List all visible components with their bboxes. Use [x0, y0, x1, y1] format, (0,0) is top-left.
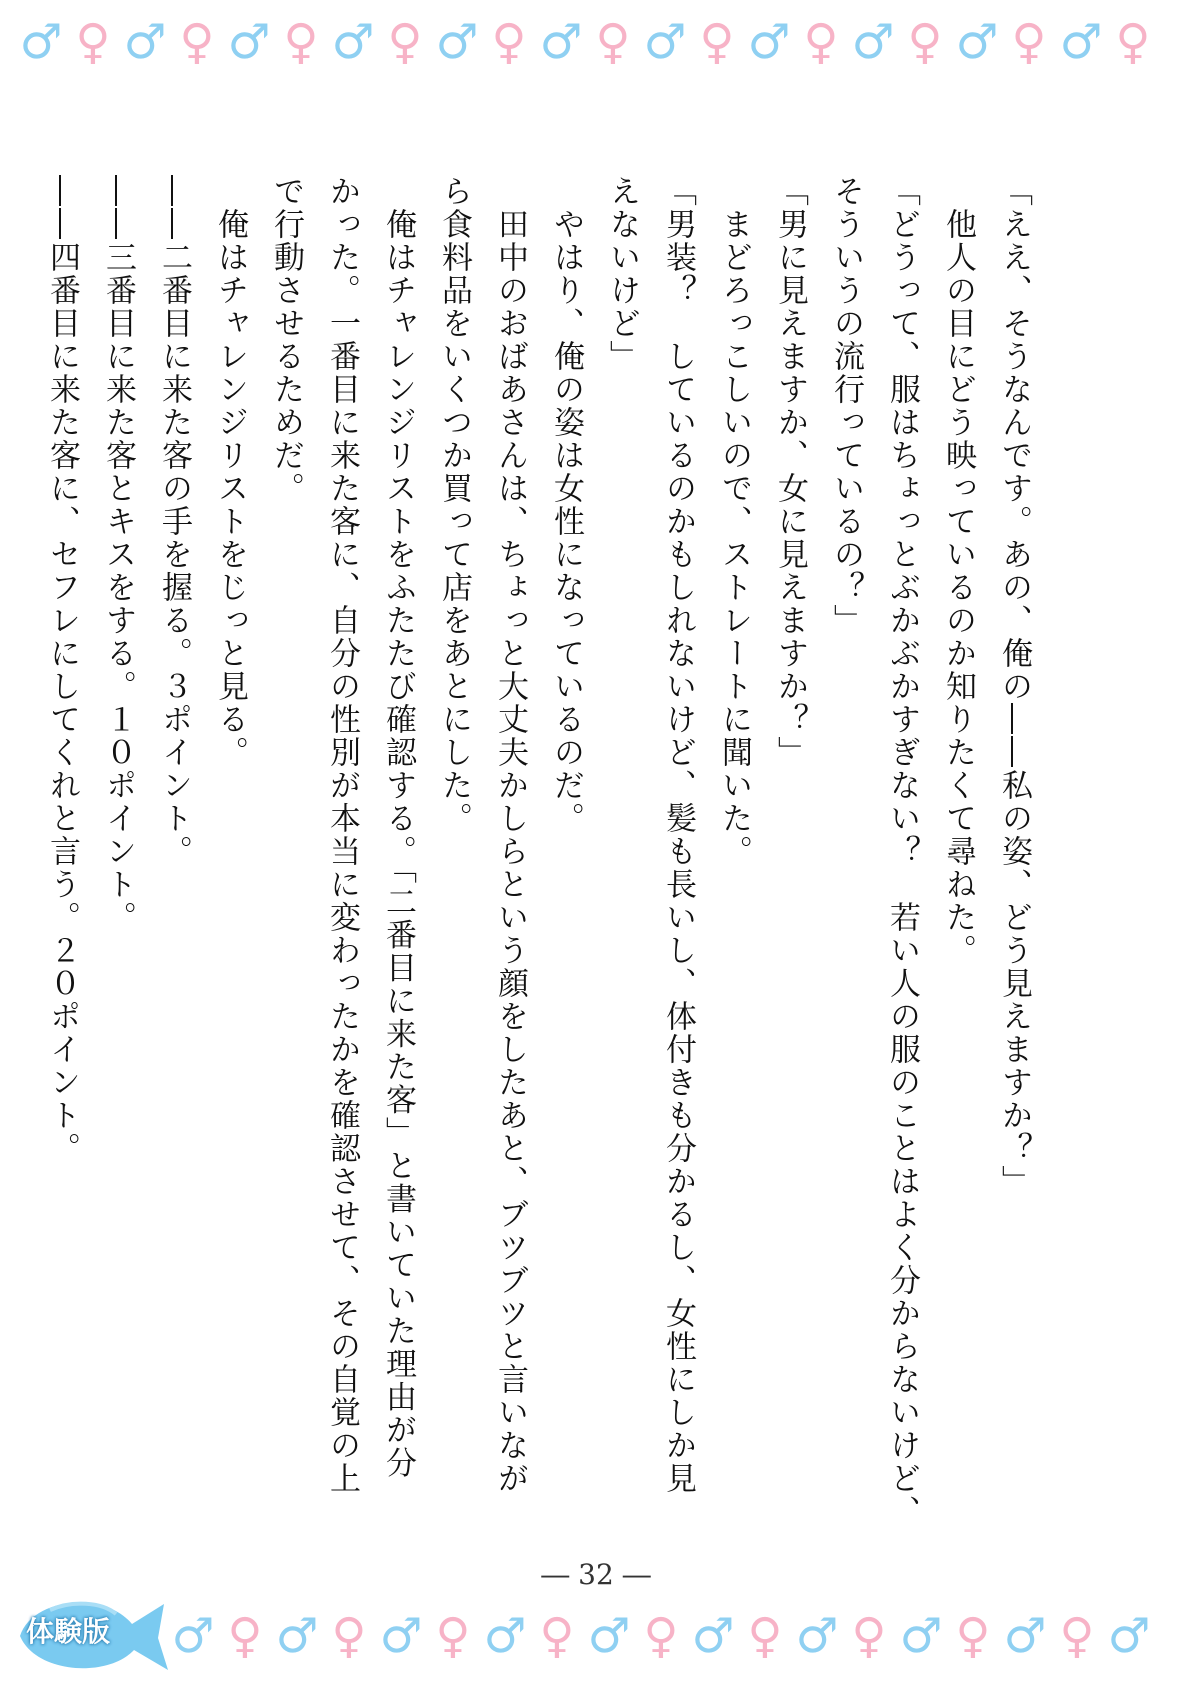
text-line: ら食料品をいくつか買って店をあとにした。 [436, 175, 472, 835]
text-line: まどろっこしいので、ストレートに聞いた。 [716, 175, 752, 868]
male-symbol-icon: ♂ [1107, 1608, 1151, 1664]
female-symbol-icon: ♀ [539, 1608, 575, 1664]
female-symbol-icon: ♀ [907, 14, 943, 70]
male-symbol-icon: ♂ [851, 14, 895, 70]
text-line: ――三番目に来た客とキスをする。１０ポイント。 [100, 175, 136, 934]
female-symbol-icon: ♀ [851, 1608, 887, 1664]
male-symbol-icon: ♂ [691, 1608, 735, 1664]
male-symbol-icon: ♂ [331, 14, 375, 70]
male-symbol-icon: ♂ [587, 1608, 631, 1664]
male-symbol-icon: ♂ [643, 14, 687, 70]
male-symbol-icon: ♂ [171, 1608, 215, 1664]
trial-version-badge [12, 1590, 172, 1676]
male-symbol-icon: ♂ [955, 14, 999, 70]
female-symbol-icon: ♀ [179, 14, 215, 70]
male-symbol-icon: ♂ [747, 14, 791, 70]
female-symbol-icon: ♀ [435, 1608, 471, 1664]
male-symbol-icon: ♂ [275, 1608, 319, 1664]
female-symbol-icon: ♀ [1011, 14, 1047, 70]
male-symbol-icon: ♂ [539, 14, 583, 70]
text-line: 「男装？ しているのかもしれないけど、髪も長いし、体付きも分かるし、女性にしか見 [660, 175, 696, 1495]
female-symbol-icon: ♀ [803, 14, 839, 70]
text-line: やはり、俺の姿は女性になっているのだ。 [548, 175, 584, 835]
text-line: 「どうって、服はちょっとぶかぶかすぎない？ 若い人の服のことはよく分からないけど、 [884, 175, 920, 1528]
female-symbol-icon: ♀ [75, 14, 111, 70]
female-symbol-icon: ♀ [331, 1608, 367, 1664]
body-text [34, 175, 1042, 1528]
text-line: 田中のおばあさんは、ちょっと大丈夫かしらという顔をしたあと、ブツブツと言いなが [492, 175, 528, 1495]
male-symbol-icon: ♂ [227, 14, 271, 70]
female-symbol-icon: ♀ [643, 1608, 679, 1664]
top-gender-symbol-border [0, 10, 1192, 74]
trial-version-label: 体験版 [26, 1615, 111, 1648]
text-line: えないけど」 [604, 175, 640, 373]
male-symbol-icon: ♂ [19, 14, 63, 70]
text-line: かった。一番目に来た客に、自分の性別が本当に変わったかを確認させて、その自覚の上 [324, 175, 360, 1495]
male-symbol-icon: ♂ [795, 1608, 839, 1664]
text-line: 「男に見えますか、女に見えますか？」 [772, 175, 808, 769]
text-line: ――四番目に来た客に、セフレにしてくれと言う。２０ポイント。 [44, 175, 80, 1165]
text-line: 俺はチャレンジリストをじっと見る。 [212, 175, 248, 769]
female-symbol-icon: ♀ [595, 14, 631, 70]
text-line: 他人の目にどう映っているのか知りたくて尋ねた。 [940, 175, 976, 967]
male-symbol-icon: ♂ [379, 1608, 423, 1664]
male-symbol-icon: ♂ [123, 14, 167, 70]
female-symbol-icon: ♀ [1115, 14, 1151, 70]
text-line: 俺はチャレンジリストをふたたび確認する。「二番目に来た客」と書いていた理由が分 [380, 175, 416, 1480]
female-symbol-icon: ♀ [955, 1608, 991, 1664]
text-line: 「ええ、そうなんです。あの、俺の――私の姿、どう見えますか？」 [996, 175, 1032, 1198]
male-symbol-icon: ♂ [435, 14, 479, 70]
female-symbol-icon: ♀ [491, 14, 527, 70]
page-number: ― 32 ― [541, 1558, 651, 1591]
female-symbol-icon: ♀ [227, 1608, 263, 1664]
male-symbol-icon: ♂ [1003, 1608, 1047, 1664]
text-line: ――二番目に来た客の手を握る。３ポイント。 [156, 175, 192, 868]
female-symbol-icon: ♀ [747, 1608, 783, 1664]
text-line: そういうの流行っているの？」 [828, 175, 864, 637]
female-symbol-icon: ♀ [387, 14, 423, 70]
male-symbol-icon: ♂ [1059, 14, 1103, 70]
female-symbol-icon: ♀ [283, 14, 319, 70]
male-symbol-icon: ♂ [483, 1608, 527, 1664]
female-symbol-icon: ♀ [699, 14, 735, 70]
bottom-gender-symbol-border [0, 1604, 1192, 1668]
text-line: で行動させるためだ。 [268, 175, 304, 505]
male-symbol-icon: ♂ [899, 1608, 943, 1664]
female-symbol-icon: ♀ [1059, 1608, 1095, 1664]
